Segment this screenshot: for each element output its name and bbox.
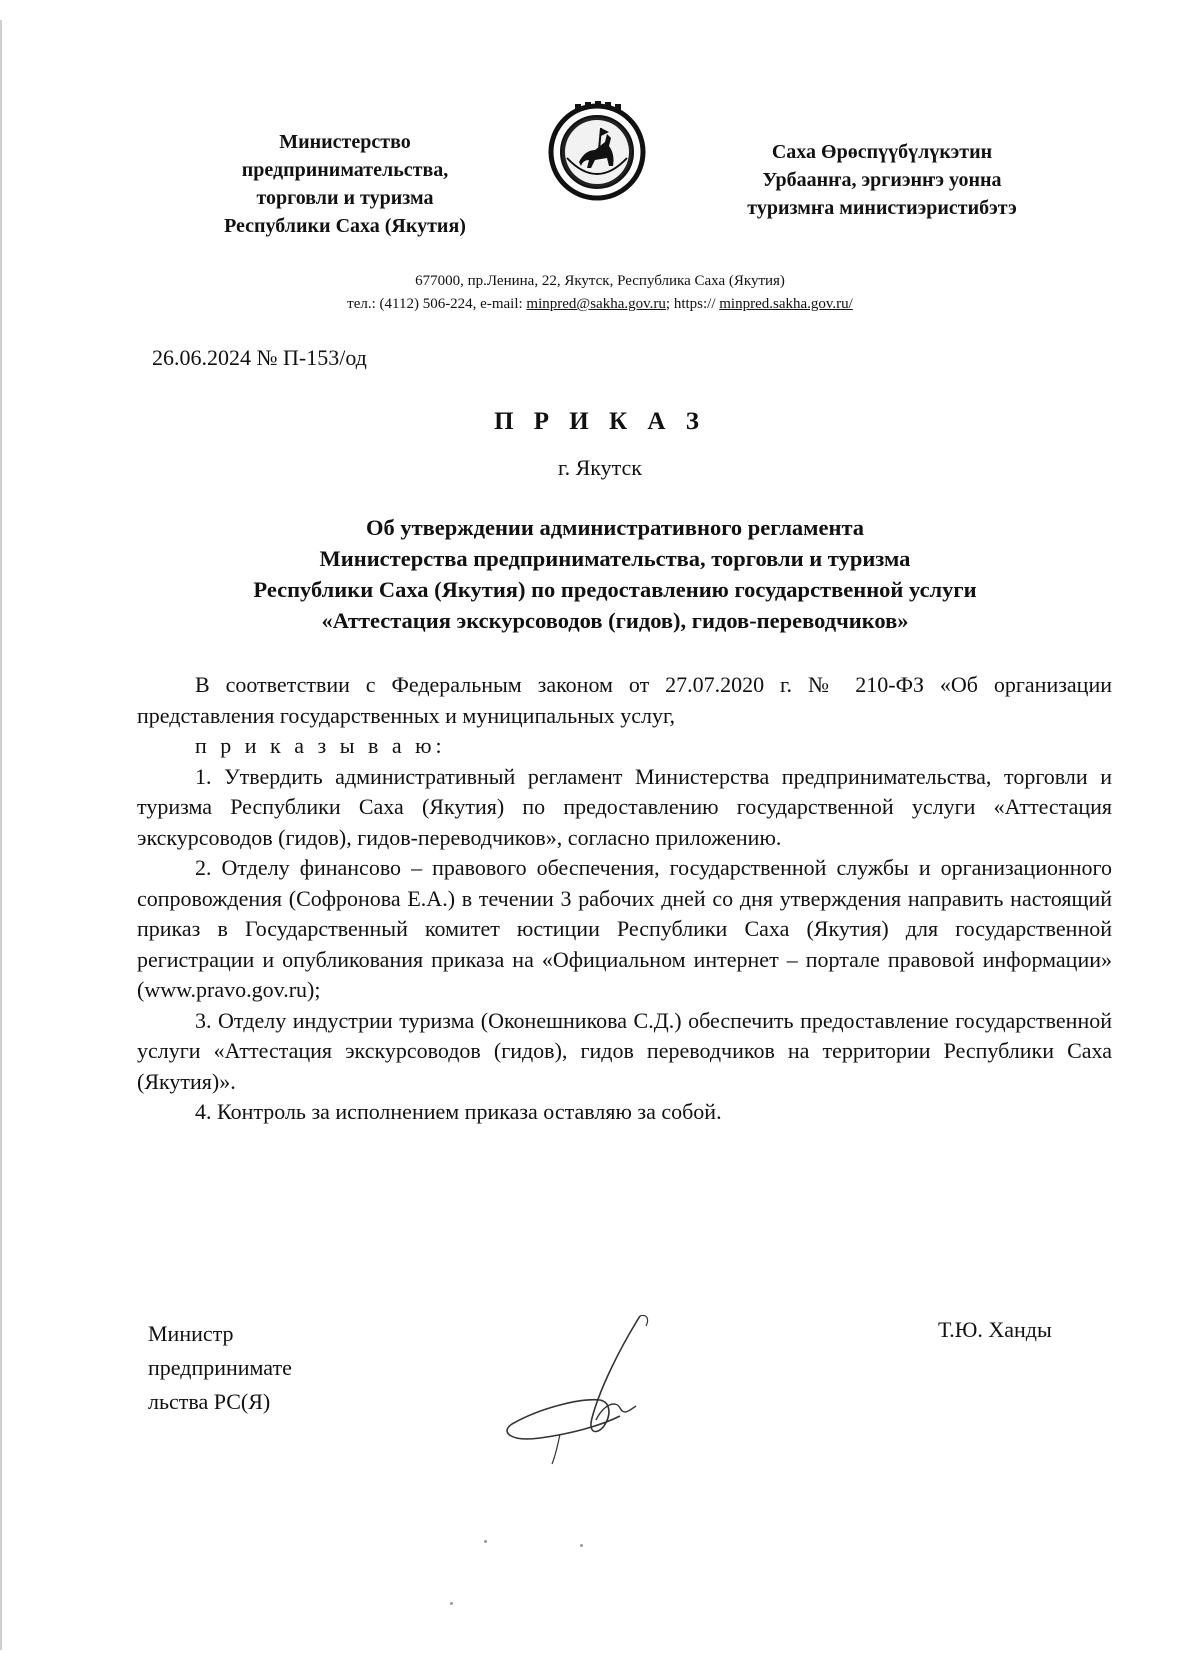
document-city: г. Якутск	[558, 455, 642, 480]
page-edge	[0, 20, 2, 1650]
scan-speck	[580, 1544, 583, 1547]
signer-name: Т.Ю. Ханды	[938, 1317, 1052, 1342]
signer-title	[148, 1317, 292, 1419]
ministry-name-ru-line: Республики Саха (Якутия)	[224, 215, 466, 237]
ministry-name-ru-line: предпринимательства,	[241, 159, 449, 181]
order-item-4: 4. Контроль за исполнением приказа оставляю за собой.	[195, 1099, 722, 1124]
document-body	[137, 670, 1112, 1128]
website-link[interactable]: minpred.sakha.gov.ru/	[719, 296, 853, 312]
subject-line: «Аттестация экскурсоводов (гидов), гидов-переводчиков»	[321, 608, 909, 633]
order-item-3: 3. Отделу индустрии туризма (Оконешникова С.Д.) обеспечить предоставление государственной услуги «Аттестация экскурсоводов (гидов), гидов переводчиков на территории Республики Саха (Якутия)».	[137, 1007, 1112, 1094]
subject-line: Об утверждении административного регламента	[365, 515, 865, 540]
subject-line: Республики Саха (Якутия) по предоставлению государственной услуги	[253, 577, 977, 602]
ministry-name-ru-line: торговли и туризма	[256, 187, 434, 209]
order-word-text: п р и к а з ы в а ю:	[195, 733, 446, 758]
ministry-name-ru-line: Министерство	[279, 131, 411, 153]
contact-line	[150, 293, 1050, 316]
order-word	[137, 731, 1112, 762]
postal-address: 677000, пр.Ленина, 22, Якутск, Республика Саха (Якутия)	[415, 273, 785, 289]
signer-title-line: льства РС(Я)	[148, 1389, 271, 1414]
phone-text: тел.: (4112) 506-224, e-mail:	[347, 296, 527, 312]
separator-text: ; https://	[665, 296, 720, 312]
ministry-name-sakha-line: туризмҥа министиэристибэтэ	[747, 197, 1017, 219]
ministry-name-sakha	[712, 138, 1052, 222]
coat-of-arms-icon	[545, 98, 649, 202]
signer-title-line: предпринимате	[148, 1355, 292, 1380]
signer-title-line: Министр	[148, 1321, 234, 1346]
email-link[interactable]: minpred@sakha.gov.ru	[526, 296, 666, 312]
document-date-number: 26.06.2024 № П-153/од	[152, 345, 367, 370]
handwritten-signature	[500, 1308, 690, 1468]
document-title: П Р И К А З	[494, 408, 706, 435]
ministry-name-sakha-line: Саха Өрөспүүбүлүкэтин	[771, 141, 993, 163]
ministry-name-sakha-line: Урбаанҥа, эргиэнҥэ уонна	[762, 169, 1002, 191]
scan-speck	[450, 1602, 453, 1605]
contact-address	[150, 270, 1050, 316]
subject-line: Министерства предпринимательства, торговли и туризма	[319, 546, 911, 571]
order-item-1: 1. Утвердить административный регламент Министерства предпринимательства, торговли и туризма Республики Саха (Якутия) по предоставлению государственной услуги «Аттестация экскурсоводов (гидов), гидов-переводчиков», согласно приложению.	[137, 763, 1112, 850]
order-item-2: 2. Отделу финансово – правового обеспечения, государственной службы и организационного сопровождения (Софронова Е.А.) в течении 3 рабочих дней со дня утверждения направить настоящий приказ в Государственный комитет юстиции Республики Саха (Якутия) для государственной регистрации и опубликования приказа на «Официальном интернет – портале правовой информации» (www.pravo.gov.ru);	[137, 855, 1112, 1002]
preamble-paragraph: В соответствии с Федеральным законом от 27.07.2020 г. № 210-ФЗ «Об организации представления государственных и муниципальных услуг,	[137, 672, 1112, 728]
ministry-name-ru	[190, 128, 500, 240]
document-subject	[150, 512, 1080, 636]
scan-speck	[484, 1540, 487, 1543]
